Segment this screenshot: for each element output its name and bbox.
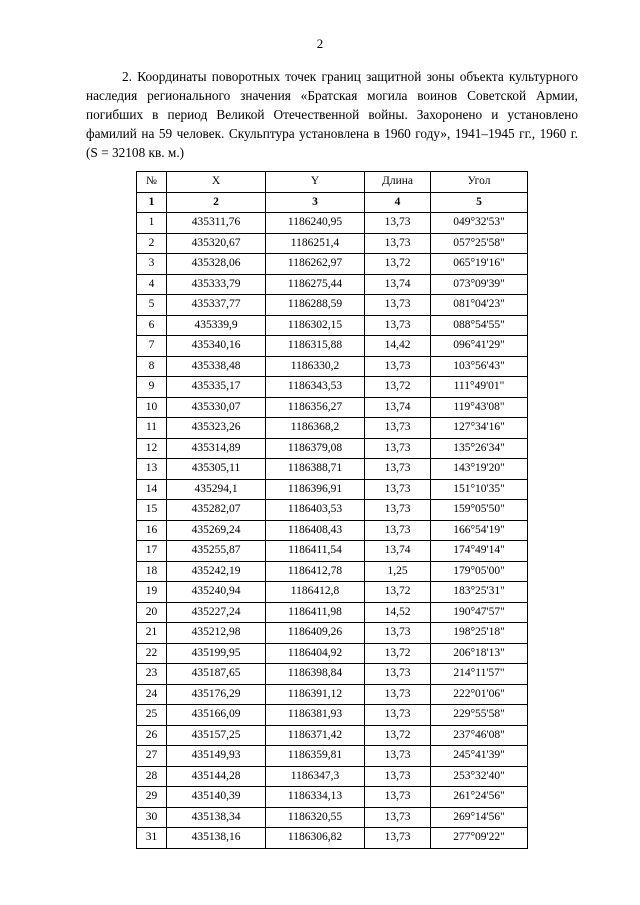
- table-row: [137, 705, 528, 726]
- cell-number: 14: [137, 479, 167, 500]
- cell-x: 435176,29: [167, 684, 266, 705]
- cell-length: 13,72: [365, 643, 431, 664]
- cell-y: 1186398,84: [266, 664, 365, 685]
- cell-angle: 127°34'16": [431, 418, 528, 439]
- cell-angle: 179°05'00": [431, 561, 528, 582]
- cell-x: 435314,89: [167, 438, 266, 459]
- table-row: [137, 459, 528, 480]
- table-row: [137, 438, 528, 459]
- column-number: 4: [365, 192, 431, 213]
- cell-number: 20: [137, 602, 167, 623]
- cell-angle: 088°54'55": [431, 315, 528, 336]
- cell-y: 1186240,95: [266, 213, 365, 234]
- cell-angle: 096°41'29": [431, 336, 528, 357]
- table-row: [137, 643, 528, 664]
- cell-length: 13,73: [365, 787, 431, 808]
- table-row: [137, 746, 528, 767]
- cell-x: 435339,9: [167, 315, 266, 336]
- cell-y: 1186379,08: [266, 438, 365, 459]
- table-row: [137, 541, 528, 562]
- cell-x: 435149,93: [167, 746, 266, 767]
- cell-y: 1186275,44: [266, 274, 365, 295]
- cell-x: 435335,17: [167, 377, 266, 398]
- cell-x: 435330,07: [167, 397, 266, 418]
- cell-y: 1186251,4: [266, 233, 365, 254]
- cell-number: 29: [137, 787, 167, 808]
- table-row: [137, 520, 528, 541]
- cell-y: 1186409,26: [266, 623, 365, 644]
- table-row: [137, 274, 528, 295]
- cell-angle: 198°25'18": [431, 623, 528, 644]
- cell-length: 13,73: [365, 295, 431, 316]
- header-number: №: [137, 172, 167, 193]
- cell-number: 22: [137, 643, 167, 664]
- table-row: [137, 336, 528, 357]
- cell-number: 15: [137, 500, 167, 521]
- cell-angle: 206°18'13": [431, 643, 528, 664]
- cell-x: 435338,48: [167, 356, 266, 377]
- cell-angle: 159°05'50": [431, 500, 528, 521]
- cell-number: 10: [137, 397, 167, 418]
- cell-number: 23: [137, 664, 167, 685]
- cell-number: 5: [137, 295, 167, 316]
- table-row: [137, 807, 528, 828]
- table-row: [137, 787, 528, 808]
- cell-y: 1186391,12: [266, 684, 365, 705]
- cell-angle: 049°32'53": [431, 213, 528, 234]
- cell-y: 1186404,92: [266, 643, 365, 664]
- table-row: [137, 418, 528, 439]
- cell-angle: 222°01'06": [431, 684, 528, 705]
- cell-number: 6: [137, 315, 167, 336]
- column-number-row: [137, 192, 528, 213]
- cell-number: 21: [137, 623, 167, 644]
- header-length: Длина: [365, 172, 431, 193]
- header-y: Y: [266, 172, 365, 193]
- cell-angle: 174°49'14": [431, 541, 528, 562]
- cell-length: 13,73: [365, 807, 431, 828]
- cell-y: 1186320,55: [266, 807, 365, 828]
- cell-x: 435333,79: [167, 274, 266, 295]
- cell-y: 1186343,53: [266, 377, 365, 398]
- cell-angle: 111°49'01": [431, 377, 528, 398]
- cell-x: 435305,11: [167, 459, 266, 480]
- cell-x: 435242,19: [167, 561, 266, 582]
- cell-angle: 214°11'57": [431, 664, 528, 685]
- column-number: 1: [137, 192, 167, 213]
- cell-number: 24: [137, 684, 167, 705]
- cell-number: 30: [137, 807, 167, 828]
- cell-length: 13,74: [365, 397, 431, 418]
- table-row: [137, 315, 528, 336]
- table-row: [137, 254, 528, 275]
- table-row: [137, 828, 528, 849]
- cell-x: 435144,28: [167, 766, 266, 787]
- cell-x: 435269,24: [167, 520, 266, 541]
- cell-y: 1186262,97: [266, 254, 365, 275]
- page-number: 2: [316, 36, 324, 51]
- cell-number: 11: [137, 418, 167, 439]
- table-row: [137, 356, 528, 377]
- cell-y: 1186411,54: [266, 541, 365, 562]
- cell-angle: 119°43'08": [431, 397, 528, 418]
- cell-angle: 166°54'19": [431, 520, 528, 541]
- cell-length: 13,73: [365, 438, 431, 459]
- cell-y: 1186347,3: [266, 766, 365, 787]
- cell-length: 13,72: [365, 725, 431, 746]
- table-row: [137, 725, 528, 746]
- cell-x: 435212,98: [167, 623, 266, 644]
- cell-length: 14,42: [365, 336, 431, 357]
- cell-length: 13,73: [365, 459, 431, 480]
- cell-x: 435227,24: [167, 602, 266, 623]
- coordinates-table: [136, 171, 528, 849]
- cell-y: 1186396,91: [266, 479, 365, 500]
- table-row: [137, 377, 528, 398]
- cell-x: 435340,16: [167, 336, 266, 357]
- cell-length: 13,73: [365, 705, 431, 726]
- column-number: 3: [266, 192, 365, 213]
- cell-length: 13,73: [365, 684, 431, 705]
- cell-number: 12: [137, 438, 167, 459]
- cell-y: 1186334,13: [266, 787, 365, 808]
- cell-x: 435187,65: [167, 664, 266, 685]
- cell-angle: 081°04'23": [431, 295, 528, 316]
- cell-number: 25: [137, 705, 167, 726]
- cell-y: 1186412,78: [266, 561, 365, 582]
- cell-x: 435337,77: [167, 295, 266, 316]
- cell-length: 13,74: [365, 274, 431, 295]
- cell-y: 1186306,82: [266, 828, 365, 849]
- cell-angle: 065°19'16": [431, 254, 528, 275]
- cell-length: 13,73: [365, 828, 431, 849]
- cell-number: 4: [137, 274, 167, 295]
- cell-x: 435320,67: [167, 233, 266, 254]
- cell-number: 28: [137, 766, 167, 787]
- cell-length: 13,72: [365, 377, 431, 398]
- cell-number: 7: [137, 336, 167, 357]
- cell-y: 1186408,43: [266, 520, 365, 541]
- cell-x: 435294,1: [167, 479, 266, 500]
- cell-angle: 103°56'43": [431, 356, 528, 377]
- cell-x: 435199,95: [167, 643, 266, 664]
- cell-angle: 183°25'31": [431, 582, 528, 603]
- cell-length: 13,72: [365, 582, 431, 603]
- cell-angle: 245°41'39": [431, 746, 528, 767]
- cell-length: 13,73: [365, 233, 431, 254]
- table-row: [137, 213, 528, 234]
- cell-length: 13,73: [365, 479, 431, 500]
- cell-angle: 269°14'56": [431, 807, 528, 828]
- table-row: [137, 233, 528, 254]
- table-row: [137, 602, 528, 623]
- cell-length: 1,25: [365, 561, 431, 582]
- cell-x: 435311,76: [167, 213, 266, 234]
- cell-y: 1186381,93: [266, 705, 365, 726]
- table-row: [137, 561, 528, 582]
- table-row: [137, 295, 528, 316]
- table-row: [137, 500, 528, 521]
- intro-paragraph: [86, 67, 578, 162]
- cell-y: 1186288,59: [266, 295, 365, 316]
- cell-angle: 151°10'35": [431, 479, 528, 500]
- cell-angle: 143°19'20": [431, 459, 528, 480]
- cell-angle: 190°47'57": [431, 602, 528, 623]
- cell-length: 13,73: [365, 356, 431, 377]
- table-row: [137, 766, 528, 787]
- cell-y: 1186411,98: [266, 602, 365, 623]
- cell-x: 435282,07: [167, 500, 266, 521]
- cell-number: 31: [137, 828, 167, 849]
- cell-angle: 073°09'39": [431, 274, 528, 295]
- cell-x: 435157,25: [167, 725, 266, 746]
- cell-number: 9: [137, 377, 167, 398]
- cell-angle: 237°46'08": [431, 725, 528, 746]
- cell-y: 1186371,42: [266, 725, 365, 746]
- table-row: [137, 623, 528, 644]
- cell-length: 13,73: [365, 315, 431, 336]
- column-number: 2: [167, 192, 266, 213]
- table-row: [137, 582, 528, 603]
- table-body: [137, 213, 528, 849]
- cell-angle: 277°09'22": [431, 828, 528, 849]
- cell-length: 13,73: [365, 500, 431, 521]
- cell-angle: 253°32'40": [431, 766, 528, 787]
- table-row: [137, 684, 528, 705]
- cell-number: 18: [137, 561, 167, 582]
- cell-length: 13,73: [365, 664, 431, 685]
- cell-length: 13,73: [365, 520, 431, 541]
- cell-y: 1186388,71: [266, 459, 365, 480]
- header-angle: Угол: [431, 172, 528, 193]
- table-row: [137, 664, 528, 685]
- table-row: [137, 479, 528, 500]
- cell-y: 1186403,53: [266, 500, 365, 521]
- cell-y: 1186302,15: [266, 315, 365, 336]
- cell-number: 16: [137, 520, 167, 541]
- column-number: 5: [431, 192, 528, 213]
- cell-x: 435166,09: [167, 705, 266, 726]
- cell-x: 435323,26: [167, 418, 266, 439]
- cell-x: 435138,16: [167, 828, 266, 849]
- cell-length: 13,74: [365, 541, 431, 562]
- cell-length: 13,72: [365, 254, 431, 275]
- cell-y: 1186412,8: [266, 582, 365, 603]
- cell-number: 19: [137, 582, 167, 603]
- cell-number: 1: [137, 213, 167, 234]
- cell-number: 2: [137, 233, 167, 254]
- cell-number: 26: [137, 725, 167, 746]
- cell-angle: 135°26'34": [431, 438, 528, 459]
- cell-angle: 057°25'58": [431, 233, 528, 254]
- table-header-row: [137, 172, 528, 193]
- header-x: X: [167, 172, 266, 193]
- cell-x: 435138,34: [167, 807, 266, 828]
- cell-number: 17: [137, 541, 167, 562]
- cell-number: 3: [137, 254, 167, 275]
- cell-length: 13,73: [365, 623, 431, 644]
- cell-length: 13,73: [365, 766, 431, 787]
- cell-angle: 229°55'58": [431, 705, 528, 726]
- cell-angle: 261°24'56": [431, 787, 528, 808]
- cell-length: 13,73: [365, 213, 431, 234]
- table-row: [137, 397, 528, 418]
- cell-length: 13,73: [365, 746, 431, 767]
- cell-y: 1186315,88: [266, 336, 365, 357]
- cell-number: 13: [137, 459, 167, 480]
- cell-x: 435255,87: [167, 541, 266, 562]
- cell-y: 1186330,2: [266, 356, 365, 377]
- cell-length: 14,52: [365, 602, 431, 623]
- intro-text: 2. Координаты поворотных точек границ защитной зоны объекта культурного наследия регионального значения «Братская могила воинов Советской Армии, погибших в период Великой Отечественной войны. Захоронено и установлено фамилий на 59 человек. Скульптура установлена в 1960 году», 1941–1945 гг., 1960 г. (S = 32108 кв. м.): [86, 69, 578, 160]
- cell-number: 27: [137, 746, 167, 767]
- cell-x: 435140,39: [167, 787, 266, 808]
- cell-number: 8: [137, 356, 167, 377]
- cell-x: 435328,06: [167, 254, 266, 275]
- cell-length: 13,73: [365, 418, 431, 439]
- cell-y: 1186356,27: [266, 397, 365, 418]
- cell-x: 435240,94: [167, 582, 266, 603]
- cell-y: 1186368,2: [266, 418, 365, 439]
- cell-y: 1186359,81: [266, 746, 365, 767]
